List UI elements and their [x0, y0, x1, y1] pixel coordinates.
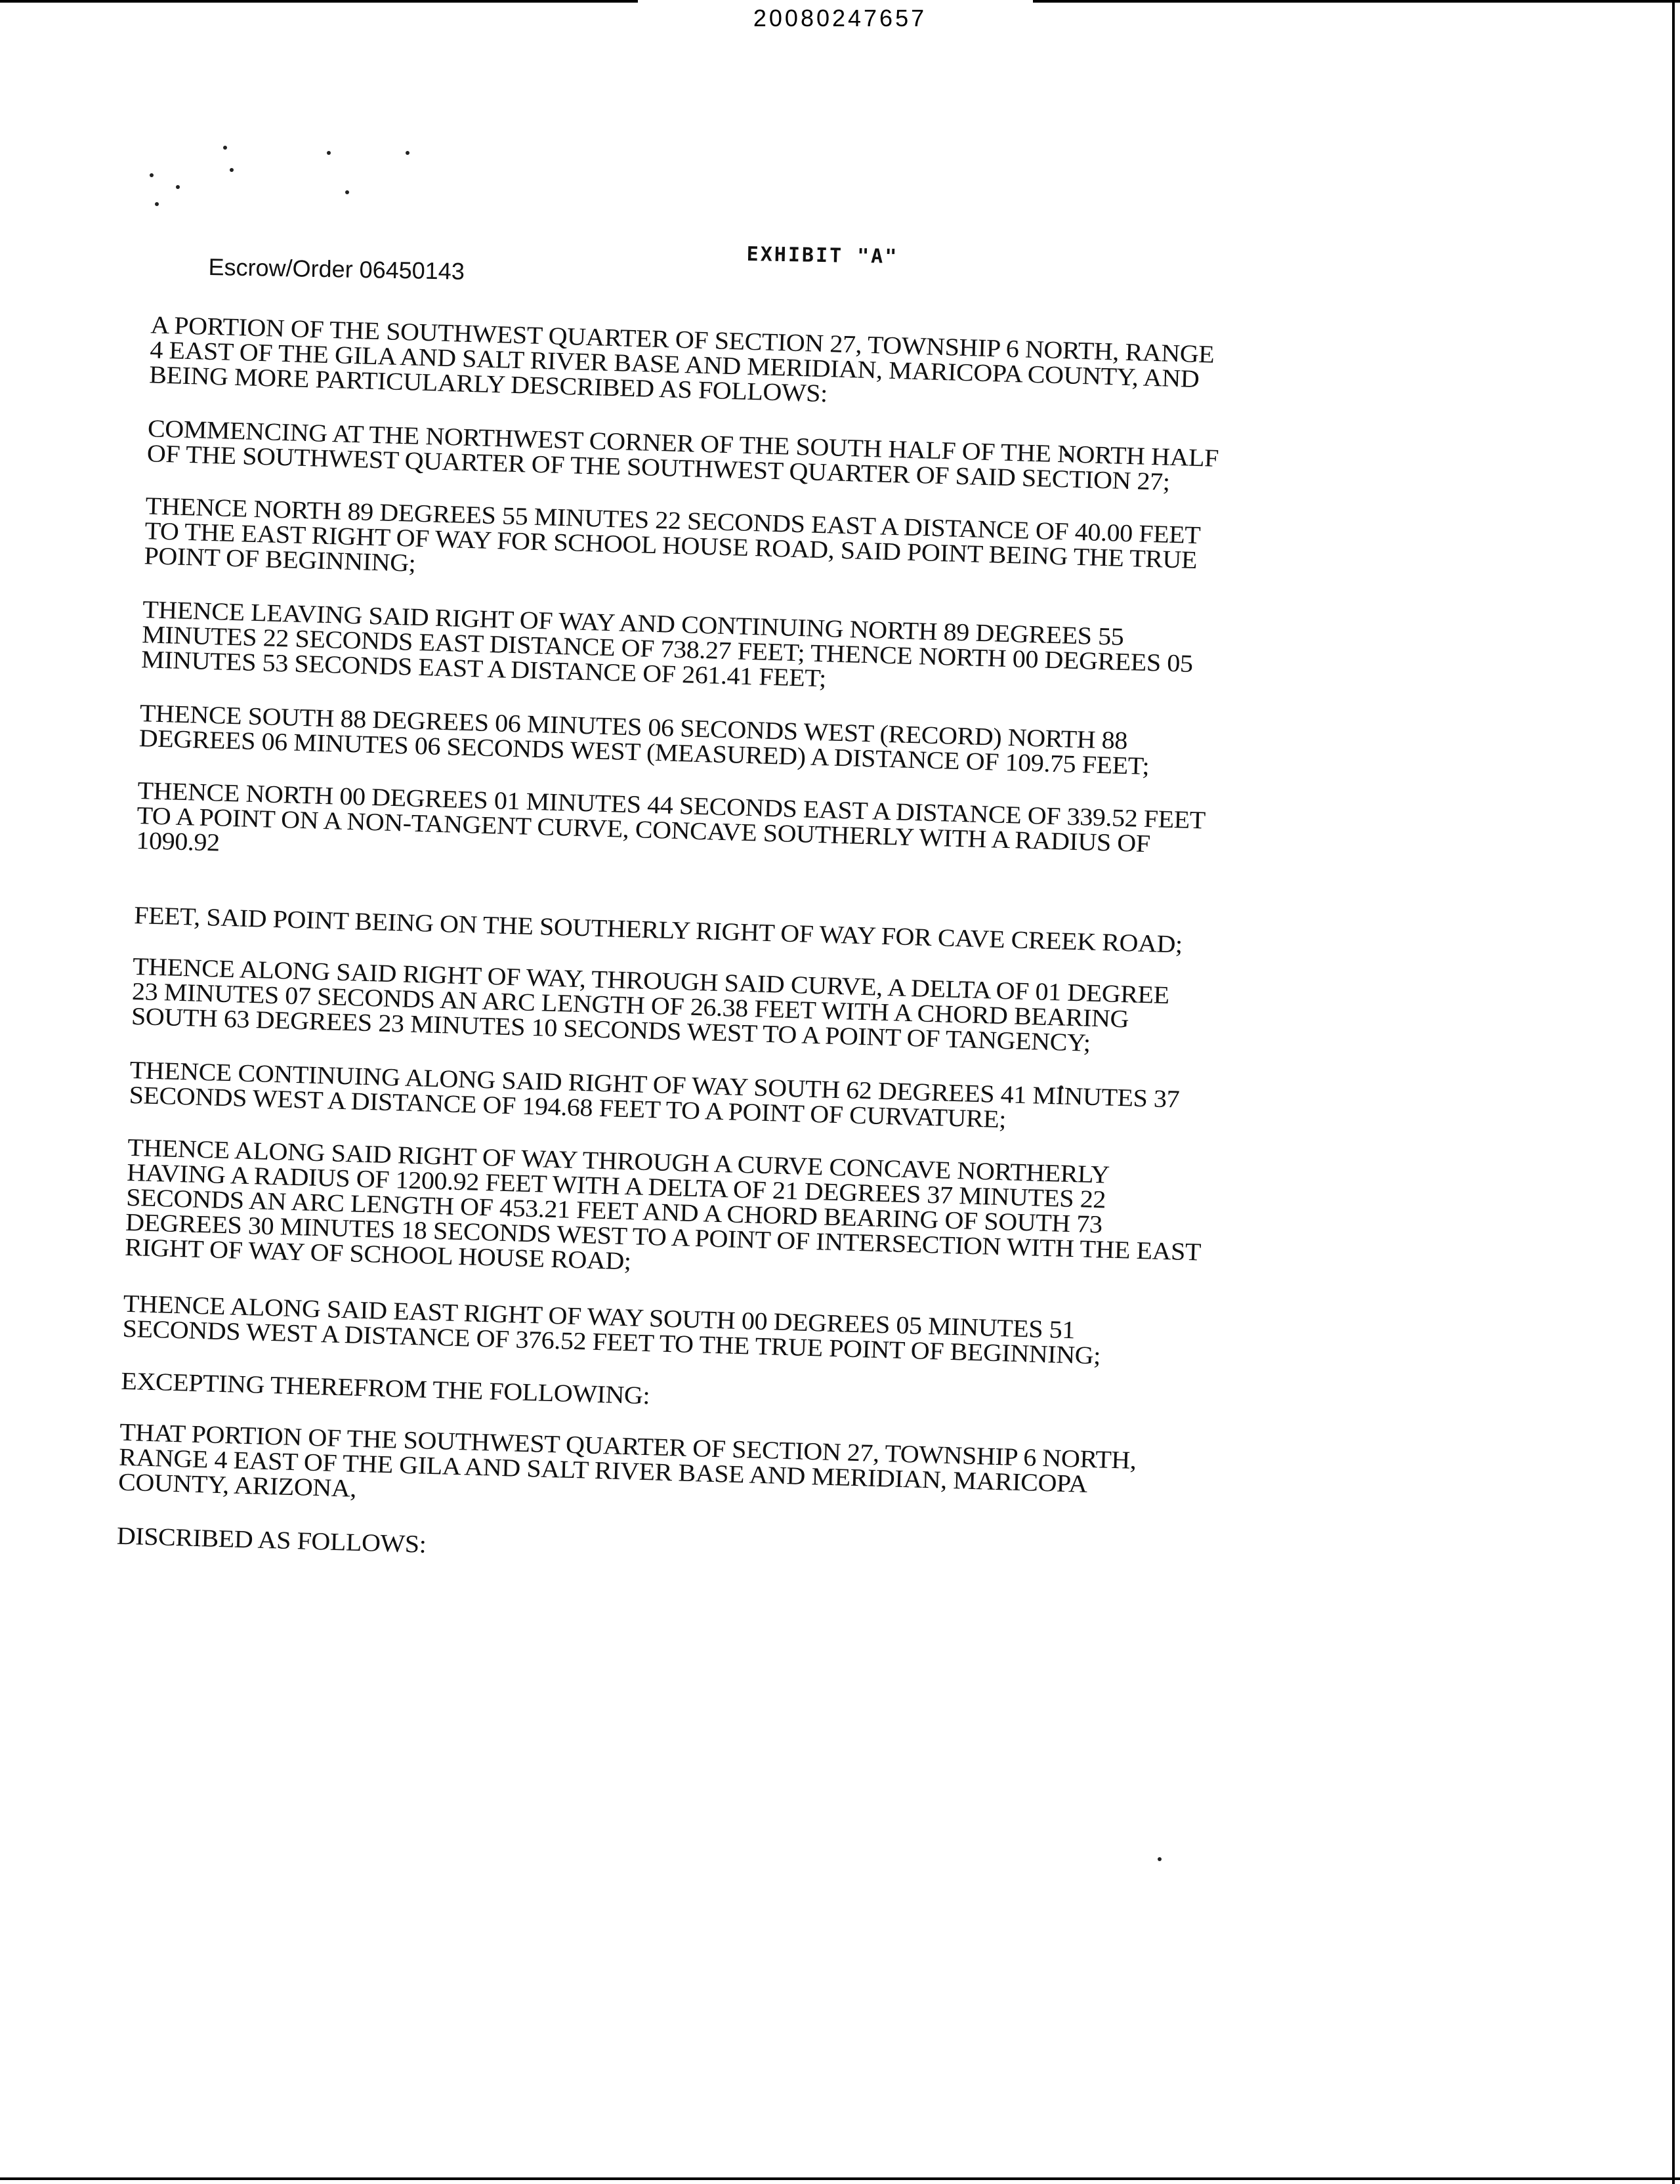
paragraph-cave-creek-road: FEET, SAID POINT BEING ON THE SOUTHERLY RIGHT OF WAY FOR CAVE CREEK ROAD; [133, 900, 1183, 959]
paragraph-true-point-of-beginning: THENCE NORTH 89 DEGREES 55 MINUTES 22 SECONDS EAST A DISTANCE OF 40.00 FEET TO THE EAST RIGHT OF WAY FOR SCHOOL HOUSE ROAD, SAID POINT BEING THE TRUE POINT OF BEGINNING; [144, 492, 1201, 578]
scan-speck [345, 190, 349, 194]
paragraph-portion-description: A PORTION OF THE SOUTHWEST QUARTER OF SECTION 27, TOWNSHIP 6 NORTH, RANGE 4 EAST OF THE GILA AND SALT RIVER BASE AND MERIDIAN, MARICOPA COUNTY, AND BEING MORE PARTICULARLY DESCRIBED AS FOLLOWS: [148, 310, 1215, 408]
paragraph-commencing: COMMENCING AT THE NORTHWEST CORNER OF THE SOUTH HALF OF THE NORTH HALF OF THE SOUTHWEST QUARTER OF THE SOUTHWEST QUARTER OF SAID SECTION 27; [146, 414, 1219, 496]
scan-speck [327, 151, 331, 155]
scan-speck [176, 185, 180, 189]
paragraph-described-as-follows: DISCRIBED AS FOLLOWS: [116, 1521, 427, 1559]
legal-description [116, 312, 1417, 1610]
scan-border-right [1672, 0, 1675, 2184]
escrow-order-number: Escrow/Order 06450143 [208, 253, 465, 285]
paragraph-leaving-right-of-way: THENCE LEAVING SAID RIGHT OF WAY AND CONTINUING NORTH 89 DEGREES 55 MINUTES 22 SECONDS EAST DISTANCE OF 738.27 FEET; THENCE NORTH 00 DEGREES 05 MINUTES 53 SECONDS EAST A DISTANCE OF 261.41 FEET; [140, 595, 1194, 692]
paragraph-east-right-of-way: THENCE ALONG SAID EAST RIGHT OF WAY SOUTH 00 DEGREES 05 MINUTES 51 SECONDS WEST A DISTANCE OF 376.52 FEET TO THE TRUE POINT OF BEGINNING; [122, 1289, 1101, 1370]
scan-speck [155, 202, 159, 206]
scan-speck [230, 168, 234, 172]
exhibit-title: EXHIBIT "A" [746, 243, 899, 269]
scan-speck [150, 173, 154, 177]
paragraph-excepting: EXCEPTING THEREFROM THE FOLLOWING: [120, 1366, 650, 1410]
paragraph-south-88-degrees: THENCE SOUTH 88 DEGREES 06 MINUTES 06 SECONDS WEST (RECORD) NORTH 88 DEGREES 06 MINUTES 06 SECONDS WEST (MEASURED) A DISTANCE OF 109.75 FEET; [138, 698, 1150, 780]
paragraph-curve-concave-northerly: THENCE ALONG SAID RIGHT OF WAY THROUGH A CURVE CONCAVE NORTHERLY HAVING A RADIUS OF 1200.92 FEET WITH A DELTA OF 21 DEGREES 37 MINUTES 22 SECONDS AN ARC LENGTH OF 453.21 FEET AND A CHORD BEARING OF SOUTH 73 DEGREES 30 MINUTES 18 SECONDS WEST TO A POINT OF INTERSECTION WITH THE EAST RIGHT OF WAY OF SCHOOL HOUSE ROAD; [124, 1133, 1202, 1275]
scan-speck [406, 151, 410, 155]
paragraph-that-portion: THAT PORTION OF THE SOUTHWEST QUARTER OF SECTION 27, TOWNSHIP 6 NORTH, RANGE 4 EAST OF THE GILA AND SALT RIVER BASE AND MERIDIAN, MARICOPA COUNTY, ARIZONA, [117, 1418, 1137, 1503]
paragraph-point-of-curvature: THENCE CONTINUING ALONG SAID RIGHT OF WAY SOUTH 62 DEGREES 41 MINUTES 37 SECONDS WEST A DISTANCE OF 194.68 FEET TO A POINT OF CURVATURE; [129, 1055, 1180, 1133]
scan-speck [1158, 1857, 1162, 1861]
document-number: 20080247657 [753, 5, 927, 32]
paragraph-point-of-tangency: THENCE ALONG SAID RIGHT OF WAY, THROUGH SAID CURVE, A DELTA OF 01 DEGREE 23 MINUTES 07 SECONDS AN ARC LENGTH OF 26.38 FEET WITH A CHORD BEARING SOUTH 63 DEGREES 23 MINUTES 10 SECONDS WEST TO A POINT OF TANGENCY; [131, 952, 1170, 1057]
scan-border-bottom [0, 2177, 1680, 2180]
scan-speck [223, 146, 227, 150]
paragraph-non-tangent-curve: THENCE NORTH 00 DEGREES 01 MINUTES 44 SECONDS EAST A DISTANCE OF 339.52 FEET TO A POINT ON A NON-TANGENT CURVE, CONCAVE SOUTHERLY WITH A RADIUS OF 1090.92 [135, 776, 1206, 858]
